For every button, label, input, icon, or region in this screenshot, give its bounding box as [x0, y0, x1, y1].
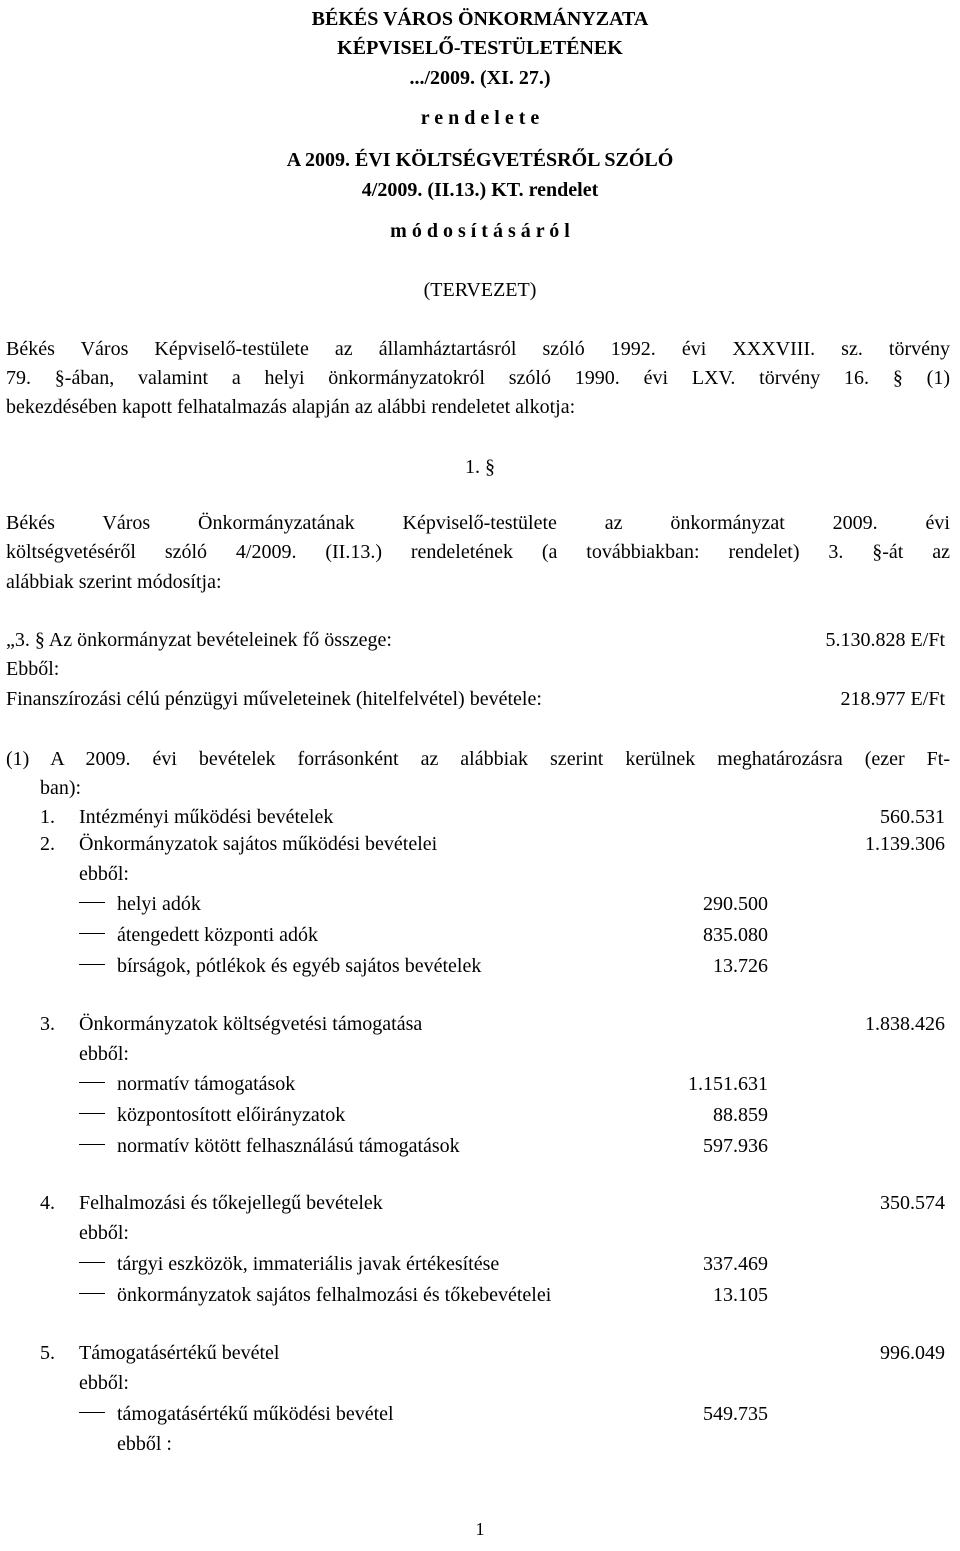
subitem-value: 13.726 — [713, 955, 768, 977]
header-line-2: KÉPVISELŐ-TESTÜLETÉNEK — [337, 37, 623, 59]
preamble-line-1: Békés Város Képviselő-testülete az államháztartásról szóló 1992. évi XXXVIII. sz. törvény — [6, 338, 950, 360]
subitem-label: átengedett központi adók — [117, 924, 319, 946]
item-label: Önkormányzatok sajátos működési bevételei — [79, 833, 438, 855]
subitem-value: 1.151.631 — [688, 1073, 768, 1095]
financing-label: Finanszírozási célú pénzügyi műveleteinek (hitelfelvétel) bevétele: — [6, 688, 542, 710]
item-value: 560.531 — [880, 806, 945, 828]
item-value: 350.574 — [880, 1192, 945, 1214]
item-number: 4. — [40, 1192, 55, 1214]
subitem-value: 88.859 — [713, 1104, 768, 1126]
item-label: Felhalmozási és tőkejellegű bevételek — [79, 1192, 383, 1214]
subitem-label: központosított előirányzatok — [117, 1104, 346, 1126]
item-value: 996.049 — [880, 1342, 945, 1364]
section-heading: 1. § — [465, 456, 495, 478]
financing-value: 218.977 E/Ft — [840, 688, 945, 710]
item-label: Önkormányzatok költségvetési támogatása — [79, 1013, 423, 1035]
header-line-7: m ó d o s í t á s á r ó l — [390, 220, 570, 242]
subsection-line-1: (1) A 2009. évi bevételek forrásonként az alábbiak szerint kerülnek meghatározásra (ezer Ft- — [6, 748, 950, 770]
dash-bullet — [79, 964, 105, 965]
item-value: 1.139.306 — [865, 833, 945, 855]
subitem-value: 290.500 — [703, 893, 768, 915]
section-line-3: alábbiak szerint módosítja: — [6, 571, 222, 593]
page-number: 1 — [475, 1519, 485, 1539]
header-line-1: BÉKÉS VÁROS ÖNKORMÁNYZATA — [311, 8, 649, 30]
item-label: Intézményi működési bevételek — [79, 806, 334, 828]
subsection-line-2: ban): — [40, 777, 82, 799]
item-number: 5. — [40, 1342, 55, 1364]
ebbol-label: ebből : — [117, 1433, 172, 1455]
subitem-value: 13.105 — [713, 1284, 768, 1306]
item-label: Támogatásértékű bevétel — [79, 1342, 280, 1364]
item-number: 3. — [40, 1013, 55, 1035]
revenue-total-value: 5.130.828 E/Ft — [825, 629, 945, 651]
preamble-line-3: bekezdésében kapott felhatalmazás alapján az alábbi rendeletet alkotja: — [6, 396, 576, 418]
preamble-line-2: 79. §-ában, valamint a helyi önkormányzatokról szóló 1990. évi LXV. törvény 16. § (1) — [6, 367, 950, 389]
item-number: 2. — [40, 833, 55, 855]
subitem-label: normatív kötött felhasználású támogatások — [117, 1135, 460, 1157]
dash-bullet — [79, 1144, 105, 1145]
subitem-value: 597.936 — [703, 1135, 768, 1157]
subitem-label: önkormányzatok sajátos felhalmozási és tőkebevételei — [117, 1284, 552, 1306]
subitem-label: helyi adók — [117, 893, 201, 915]
subitem-label: normatív támogatások — [117, 1073, 296, 1095]
subitem-value: 337.469 — [703, 1253, 768, 1275]
subitem-value: 549.735 — [703, 1403, 768, 1425]
subitem-label: tárgyi eszközök, immateriális javak értékesítése — [117, 1253, 500, 1275]
dash-bullet — [79, 1082, 105, 1083]
dash-bullet — [79, 1412, 105, 1413]
header-line-4: r e n d e l e t e — [420, 107, 540, 129]
header-line-6: 4/2009. (II.13.) KT. rendelet — [361, 179, 599, 201]
section-line-2: költségvetéséről szóló 4/2009. (II.13.) rendeletének (a továbbiakban: rendelet) 3. §-át az — [6, 541, 950, 563]
dash-bullet — [79, 902, 105, 903]
dash-bullet — [79, 1262, 105, 1263]
subitem-value: 835.080 — [703, 924, 768, 946]
ebbol-label: ebből: — [79, 1043, 129, 1065]
header-line-3: .../2009. (XI. 27.) — [409, 67, 551, 89]
dash-bullet — [79, 1293, 105, 1294]
dash-bullet — [79, 933, 105, 934]
section-line-1: Békés Város Önkormányzatának Képviselő-testülete az önkormányzat 2009. évi — [6, 512, 950, 534]
dash-bullet — [79, 1113, 105, 1114]
ebbol-label: ebből: — [79, 1372, 129, 1394]
subitem-label: támogatásértékű működési bevétel — [117, 1403, 394, 1425]
item-number: 1. — [40, 806, 55, 828]
ebbol-label: Ebből: — [6, 658, 60, 680]
item-value: 1.838.426 — [865, 1013, 945, 1035]
draft-label: (TERVEZET) — [423, 279, 537, 301]
header-line-5: A 2009. ÉVI KÖLTSÉGVETÉSRŐL SZÓLÓ — [286, 149, 674, 171]
subitem-label: bírságok, pótlékok és egyéb sajátos bevételek — [117, 955, 482, 977]
revenue-total-label: „3. § Az önkormányzat bevételeinek fő összege: — [6, 629, 392, 651]
ebbol-label: ebből: — [79, 863, 129, 885]
ebbol-label: ebből: — [79, 1222, 129, 1244]
